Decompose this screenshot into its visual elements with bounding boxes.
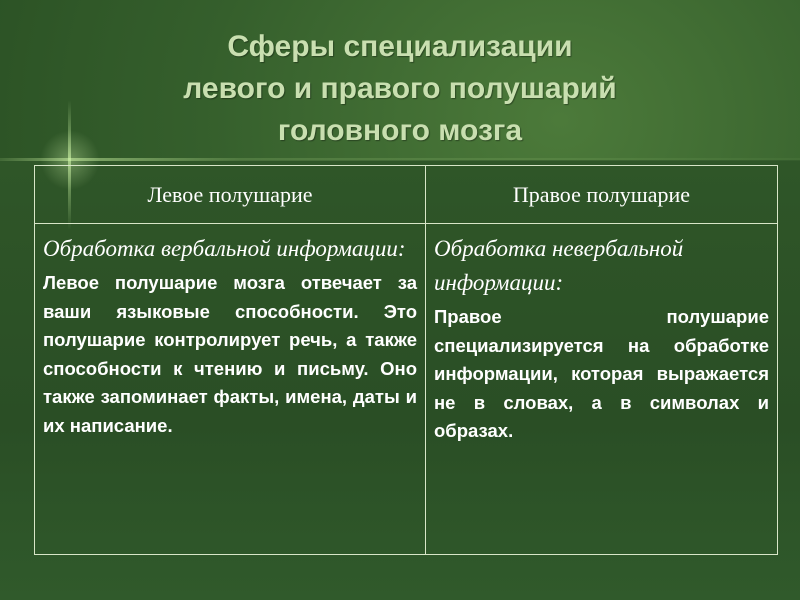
right-description: Правое полушарие специализируется на обработке информации, которая выражается не в словах, а в символах и образах. [434, 306, 769, 441]
right-hemisphere-cell [426, 224, 778, 555]
title-line-3: головного мозга [277, 114, 523, 147]
header-right-hemisphere: Правое полушарие [426, 166, 778, 224]
left-description: Левое полушарие мозга отвечает за ваши языковые способности. Это полушарие контролирует речь, а также способности к чтению и письму. Оно также запоминает факты, имена, даты и их написание. [43, 272, 417, 436]
left-hemisphere-cell [35, 224, 426, 555]
title-line-1: Сферы специализации [227, 30, 573, 63]
left-lead: Обработка вербальной информации: [43, 236, 406, 261]
right-lead: Обработка невербальной информации: [434, 236, 684, 295]
light-flare-horizontal [0, 158, 800, 161]
header-left-hemisphere: Левое полушарие [35, 166, 426, 224]
comparison-table [34, 165, 778, 555]
title-line-2: левого и правого полушарий [183, 72, 617, 105]
table-row [35, 224, 778, 555]
table-header-row [35, 166, 778, 224]
slide-title [0, 26, 800, 152]
